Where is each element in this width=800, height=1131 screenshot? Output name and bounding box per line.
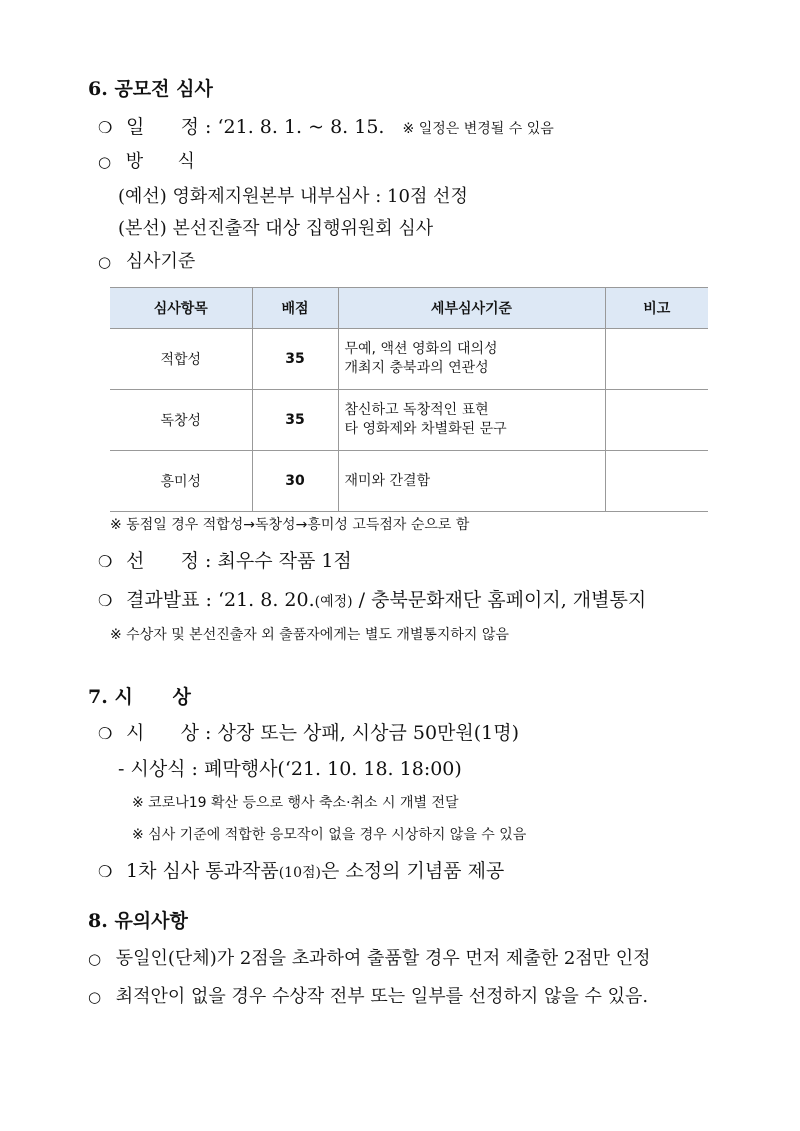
cell-item: 흥미성 <box>110 451 252 512</box>
method-line-prelim: (예선) 영화제지원본부 내부심사 : 10점 선정 <box>118 186 468 207</box>
bullet-circle-icon: ❍ <box>98 724 113 743</box>
caution-text: 동일인(단체)가 2점을 초과하여 출품할 경우 먼저 제출한 2점만 인정 <box>115 948 651 969</box>
result-label: 결과발표 <box>126 589 200 611</box>
criteria-row <box>98 247 195 273</box>
bullet-hollow-circle-icon: ○ <box>88 988 102 1006</box>
cell-detail <box>338 390 605 451</box>
caution-item <box>88 944 651 970</box>
bullet-hollow-circle-icon: ○ <box>88 950 102 968</box>
cell-item: 독창성 <box>110 390 252 451</box>
detail-line: 무예, 액션 영화의 대의성 <box>344 341 498 357</box>
caution-text: 최적안이 없을 경우 수상작 전부 또는 일부를 선정하지 않을 수 있음. <box>115 986 649 1007</box>
selection-value: : 최우수 작품 1점 <box>205 550 352 572</box>
table-header-row <box>110 288 708 329</box>
selection-label: 선 정 <box>126 550 199 572</box>
schedule-note: ※ 일정은 변경될 수 있음 <box>402 121 554 137</box>
cell-note <box>605 390 708 451</box>
cell-detail <box>338 329 605 390</box>
ceremony-line: - 시상식 : 폐막행사(‘21. 10. 18. 18:00) <box>118 758 462 780</box>
section-8-heading: 8. 유의사항 <box>88 910 188 932</box>
detail-line: 참신하고 독창적인 표현 <box>344 402 489 418</box>
selection-row <box>98 546 352 573</box>
col-header-item: 심사항목 <box>110 288 252 329</box>
section-7-heading: 7. 시 상 <box>88 686 191 708</box>
table-row <box>110 329 708 390</box>
gift-row <box>98 856 504 883</box>
bullet-circle-icon: ❍ <box>98 591 113 610</box>
result-tentative: (예정) <box>314 594 353 610</box>
award-label: 시 상 <box>126 722 199 744</box>
caution-item <box>88 982 648 1008</box>
cell-score: 35 <box>252 390 338 451</box>
ceremony-note: ※ 코로나19 확산 등으로 행사 축소·취소 시 개별 전달 <box>132 795 459 811</box>
schedule-label: 일 정 <box>126 116 199 138</box>
cell-score: 35 <box>252 329 338 390</box>
table-row <box>110 390 708 451</box>
method-label: 방 식 <box>125 151 195 172</box>
bullet-circle-icon: ❍ <box>98 552 113 571</box>
award-value: : 상장 또는 상패, 시상금 50만원(1명) <box>205 722 520 744</box>
col-header-detail: 세부심사기준 <box>338 288 605 329</box>
gift-count: (10점) <box>278 865 321 881</box>
col-header-note: 비고 <box>605 288 708 329</box>
criteria-label: 심사기준 <box>125 251 196 272</box>
detail-line: 개최지 충북과의 연관성 <box>344 360 489 376</box>
method-line-final: (본선) 본선진출작 대상 집행위원회 심사 <box>118 218 434 239</box>
result-note: ※ 수상자 및 본선진출자 외 출품자에게는 별도 개별통지하지 않음 <box>110 627 509 643</box>
schedule-value: : ‘21. 8. 1. ~ 8. 15. <box>205 116 385 138</box>
result-row <box>98 585 646 612</box>
tie-note: ※ 동점일 경우 적합성→독창성→흥미성 고득점자 순으로 함 <box>110 517 470 533</box>
cell-item: 적합성 <box>110 329 252 390</box>
bullet-circle-icon: ❍ <box>98 118 113 137</box>
cell-detail <box>338 451 605 512</box>
bullet-circle-icon: ❍ <box>98 862 113 881</box>
cell-score: 30 <box>252 451 338 512</box>
method-row <box>98 147 195 173</box>
section-6-heading: 6. 공모전 심사 <box>88 78 213 100</box>
gift-text-b: 은 소정의 기념품 제공 <box>320 860 505 882</box>
result-channel: / 충북문화재단 홈페이지, 개별통지 <box>358 589 647 611</box>
col-header-score: 배점 <box>252 288 338 329</box>
award-row <box>98 718 519 745</box>
schedule-row <box>98 112 554 139</box>
detail-line: 재미와 간결함 <box>344 472 431 489</box>
result-date: : ‘21. 8. 20. <box>205 589 315 611</box>
table-row <box>110 451 708 512</box>
detail-line: 타 영화제와 차별화된 문구 <box>344 421 507 437</box>
ceremony-note: ※ 심사 기준에 적합한 응모작이 없을 경우 시상하지 않을 수 있음 <box>132 827 527 843</box>
criteria-table <box>110 287 708 512</box>
cell-note <box>605 451 708 512</box>
gift-text-a: 1차 심사 통과작품 <box>126 860 279 882</box>
cell-note <box>605 329 708 390</box>
bullet-hollow-circle-icon: ○ <box>98 253 112 271</box>
bullet-hollow-circle-icon: ○ <box>98 153 112 171</box>
